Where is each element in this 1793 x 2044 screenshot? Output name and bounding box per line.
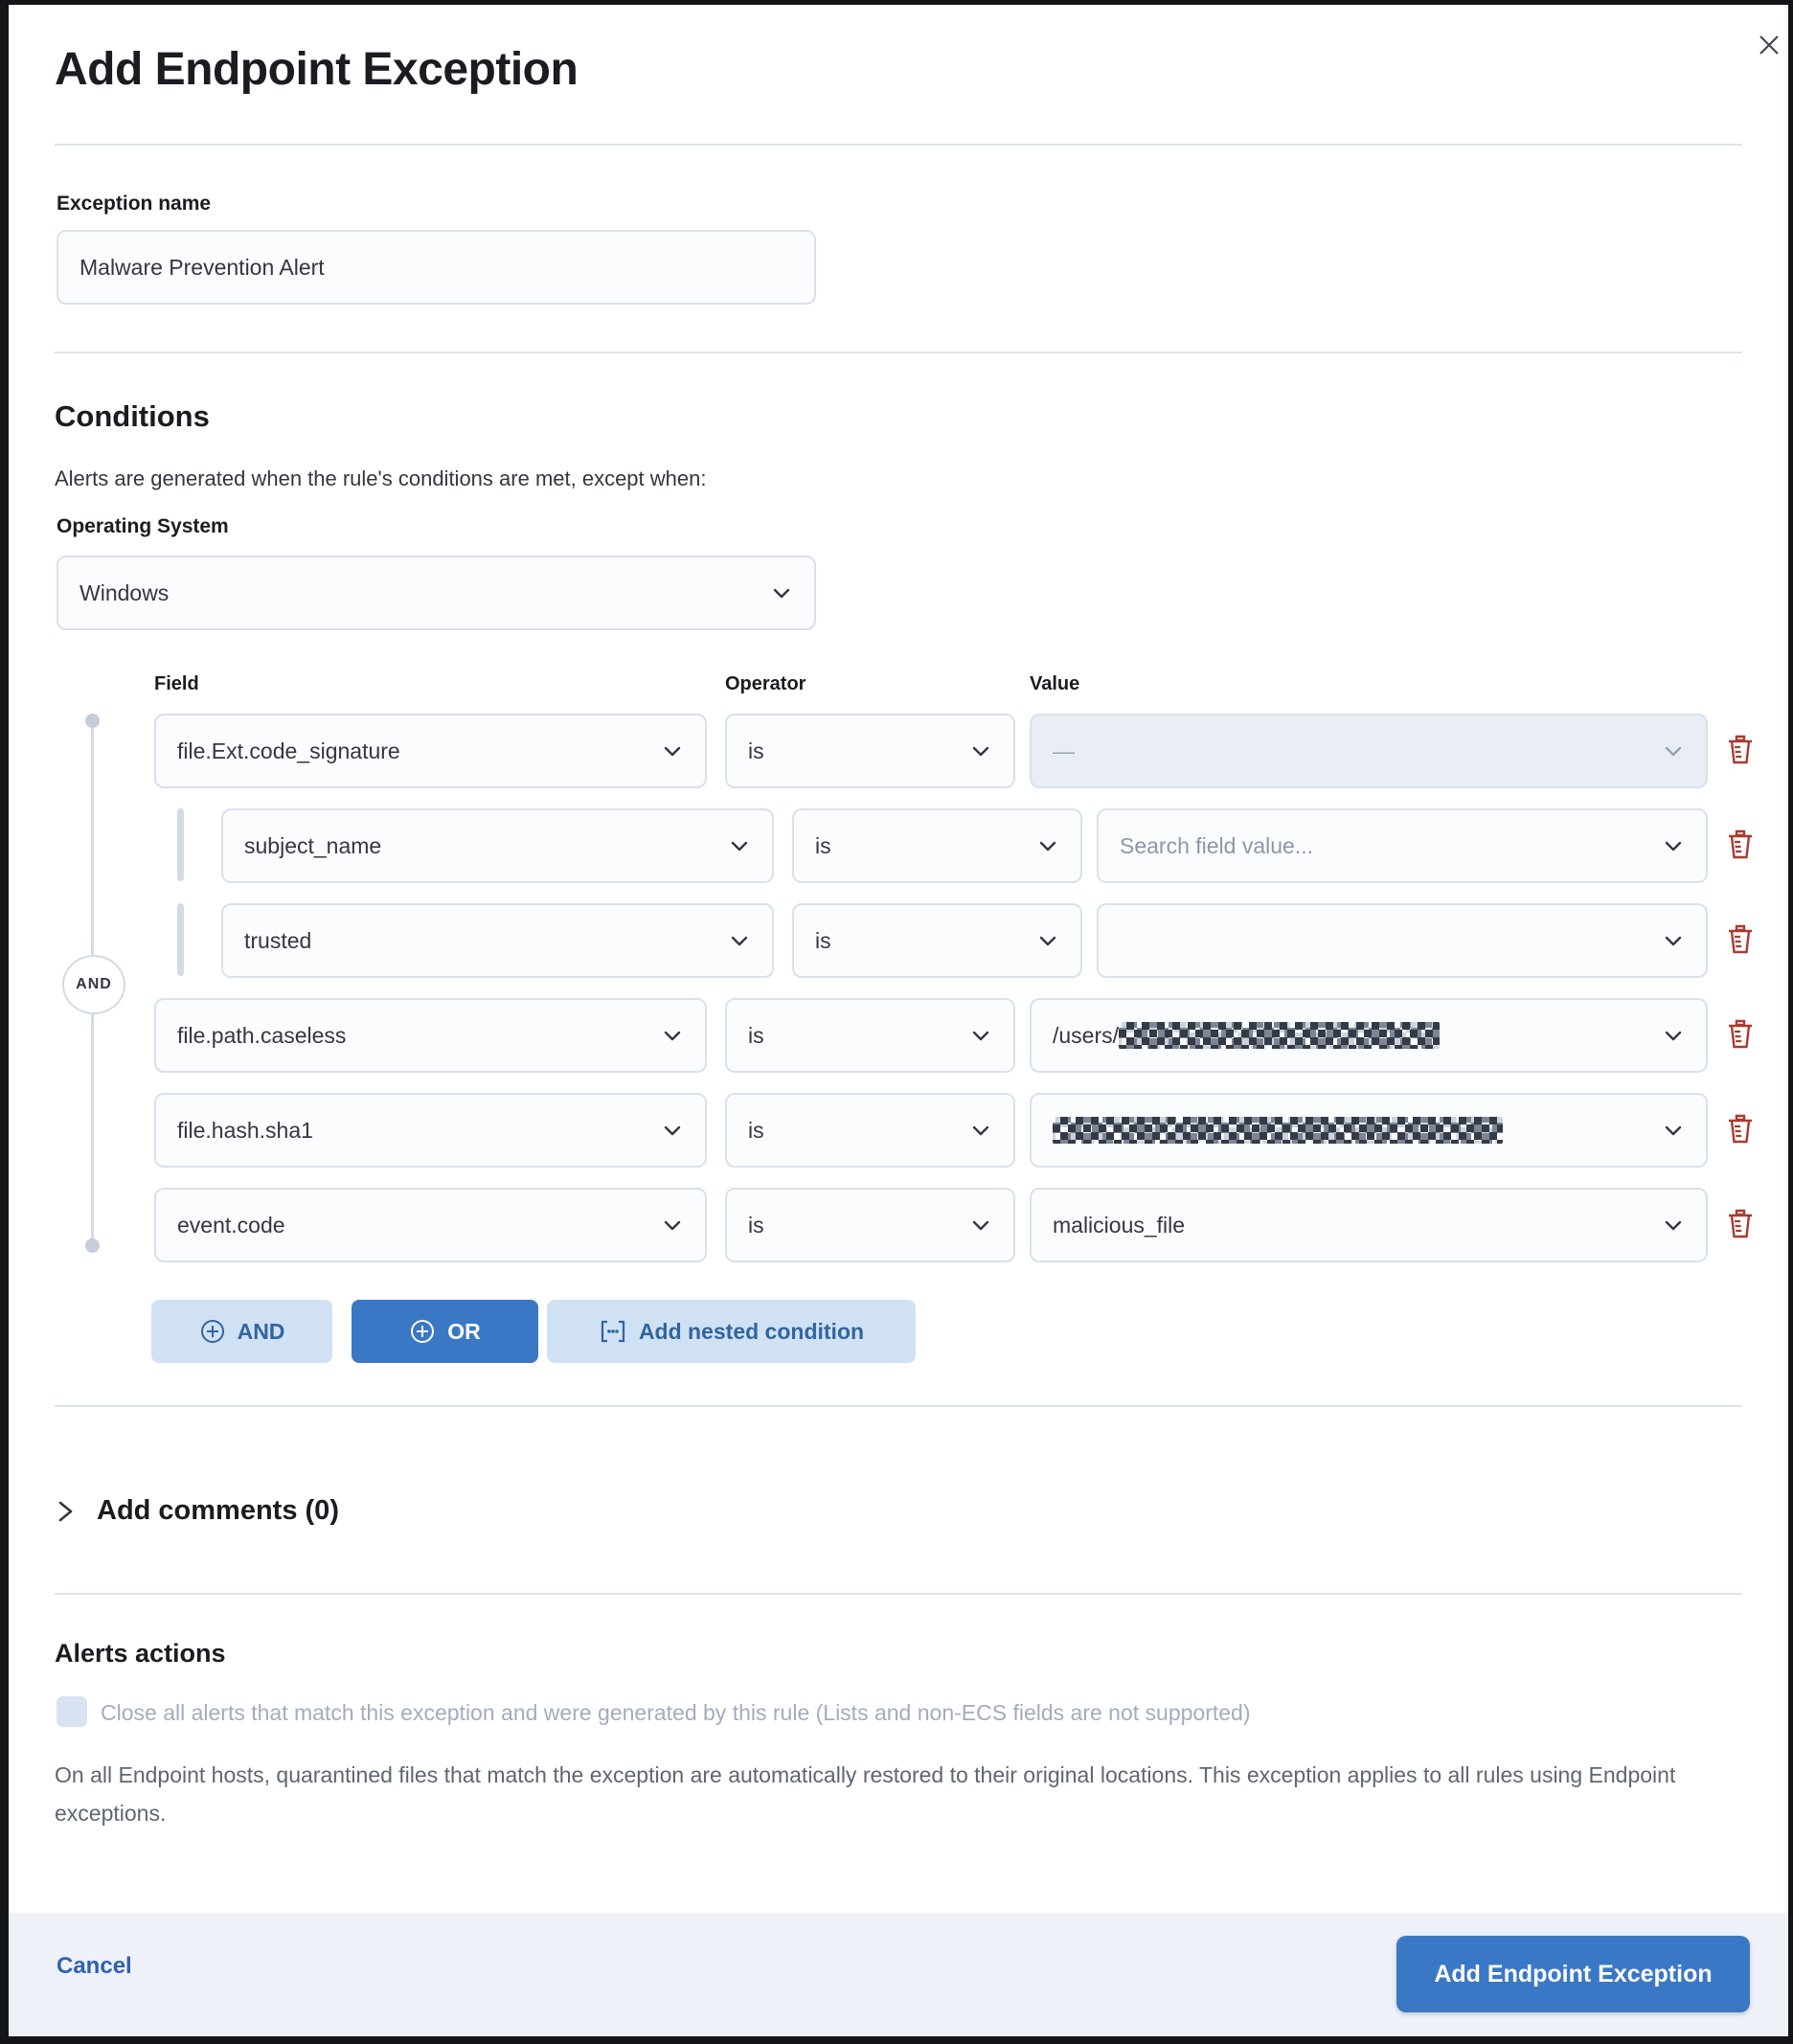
modal-footer xyxy=(9,1913,1788,2036)
nested-indent-bar xyxy=(177,903,184,976)
operator-select-value: is xyxy=(748,738,764,763)
chevron-down-icon xyxy=(770,581,793,604)
close-button[interactable] xyxy=(1748,24,1790,66)
delete-condition-button[interactable] xyxy=(1721,1013,1759,1056)
add-comments-toggle[interactable] xyxy=(55,1495,339,1527)
trash-icon xyxy=(1726,1018,1755,1051)
add-comments-label: Add comments (0) xyxy=(97,1495,339,1526)
delete-condition-button[interactable] xyxy=(1721,1108,1759,1150)
connector-dot-bottom xyxy=(85,1238,100,1253)
conditions-heading: Conditions xyxy=(55,399,210,433)
delete-condition-button[interactable] xyxy=(1721,919,1759,961)
chevron-down-icon xyxy=(1662,1119,1685,1142)
exception-name-label: Exception name xyxy=(57,193,212,215)
value-select-value: malicious_file xyxy=(1053,1212,1186,1238)
close-alerts-checkbox[interactable] xyxy=(57,1696,87,1727)
exception-name-input[interactable] xyxy=(57,230,816,305)
field-select-value: subject_name xyxy=(244,832,382,858)
chevron-down-icon xyxy=(1662,834,1685,857)
operator-select[interactable] xyxy=(725,1093,1015,1168)
connector-dot-top xyxy=(85,714,100,728)
nested-button-label: Add nested condition xyxy=(638,1318,865,1344)
operator-select-value: is xyxy=(815,927,831,953)
value-prefix: /users/ xyxy=(1053,1023,1120,1048)
chevron-down-icon xyxy=(1036,929,1059,952)
field-select[interactable] xyxy=(154,1093,707,1168)
chevron-down-icon xyxy=(661,1119,684,1142)
chevron-down-icon xyxy=(1662,739,1685,762)
operator-select[interactable] xyxy=(725,714,1015,788)
value-select-value: — xyxy=(1053,738,1075,763)
trash-icon xyxy=(1726,923,1755,956)
add-or-button[interactable] xyxy=(352,1300,538,1363)
value-combobox[interactable] xyxy=(1030,1188,1708,1262)
nested-brackets-icon xyxy=(599,1317,627,1346)
chevron-down-icon xyxy=(661,1214,684,1237)
chevron-down-icon xyxy=(728,834,751,857)
field-select[interactable] xyxy=(154,998,707,1073)
chevron-down-icon xyxy=(969,739,992,762)
delete-condition-button[interactable] xyxy=(1721,824,1759,866)
or-button-label: OR xyxy=(447,1318,481,1344)
redacted-text xyxy=(1119,1022,1440,1049)
chevron-down-icon xyxy=(1662,1214,1685,1237)
conditions-description: Alerts are generated when the rule's conditions are met, except when: xyxy=(55,466,707,490)
column-header-operator: Operator xyxy=(725,673,806,694)
alerts-actions-heading: Alerts actions xyxy=(55,1639,226,1668)
value-combobox[interactable] xyxy=(1097,808,1708,883)
alerts-actions-description: On all Endpoint hosts, quarantined files that match the exception are automatically restored to their original locations. This exception applies to all rules using Endpoint exceptions. xyxy=(55,1762,1676,1826)
value-redacted-path xyxy=(1053,1022,1650,1049)
plus-circle-icon xyxy=(409,1318,436,1345)
os-select-value: Windows xyxy=(79,579,170,605)
value-redacted-hash xyxy=(1053,1117,1650,1144)
field-select-value: file.Ext.code_signature xyxy=(177,738,400,763)
exception-name-value: Malware Prevention Alert xyxy=(79,254,325,280)
field-select[interactable] xyxy=(154,1188,707,1262)
plus-circle-icon xyxy=(199,1318,226,1345)
operator-select[interactable] xyxy=(792,808,1082,883)
value-combobox[interactable] xyxy=(1030,1093,1708,1168)
value-placeholder: Search field value... xyxy=(1120,832,1314,858)
chevron-right-icon xyxy=(55,1497,76,1526)
operator-select[interactable] xyxy=(725,1188,1015,1262)
and-connector-badge: AND xyxy=(62,955,125,1014)
column-header-field: Field xyxy=(154,673,199,694)
nested-indent-bar xyxy=(177,808,184,881)
chevron-down-icon xyxy=(1662,929,1685,952)
chevron-down-icon xyxy=(969,1214,992,1237)
value-combobox[interactable] xyxy=(1030,998,1708,1073)
field-select-value: file.hash.sha1 xyxy=(177,1117,313,1143)
chevron-down-icon xyxy=(969,1119,992,1142)
page-title: Add Endpoint Exception xyxy=(55,44,579,95)
os-select[interactable] xyxy=(57,556,816,630)
chevron-down-icon xyxy=(728,929,751,952)
os-label: Operating System xyxy=(57,515,229,537)
field-select-value: trusted xyxy=(244,927,312,953)
value-combobox[interactable] xyxy=(1097,903,1708,978)
delete-condition-button[interactable] xyxy=(1721,1203,1759,1245)
add-and-button[interactable] xyxy=(151,1300,332,1363)
chevron-down-icon xyxy=(661,739,684,762)
trash-icon xyxy=(1726,1113,1755,1146)
header-divider xyxy=(55,144,1742,146)
delete-condition-button[interactable] xyxy=(1721,729,1759,771)
field-select-value: event.code xyxy=(177,1212,285,1238)
operator-select[interactable] xyxy=(792,903,1082,978)
trash-icon xyxy=(1726,1208,1755,1240)
add-nested-condition-button[interactable] xyxy=(547,1300,916,1363)
field-select[interactable] xyxy=(221,903,774,978)
add-endpoint-exception-button[interactable]: Add Endpoint Exception xyxy=(1396,1936,1750,2012)
operator-select-value: is xyxy=(748,1117,764,1143)
field-select-value: file.path.caseless xyxy=(177,1022,347,1048)
operator-select[interactable] xyxy=(725,998,1015,1073)
redacted-text xyxy=(1053,1117,1503,1144)
value-select-disabled xyxy=(1030,714,1708,788)
close-icon xyxy=(1755,31,1783,59)
column-header-value: Value xyxy=(1030,673,1080,694)
operator-select-value: is xyxy=(748,1022,764,1048)
cancel-button[interactable]: Cancel xyxy=(57,1953,132,1979)
field-select[interactable] xyxy=(221,808,774,883)
field-select[interactable] xyxy=(154,714,707,788)
chevron-down-icon xyxy=(1036,834,1059,857)
and-button-label: AND xyxy=(237,1318,285,1344)
chevron-down-icon xyxy=(969,1024,992,1047)
trash-icon xyxy=(1726,829,1755,861)
trash-icon xyxy=(1726,734,1755,766)
operator-select-value: is xyxy=(815,832,831,858)
section-divider-3 xyxy=(55,1593,1742,1595)
section-divider-1 xyxy=(55,352,1742,353)
section-divider-2 xyxy=(55,1405,1742,1407)
operator-select-value: is xyxy=(748,1212,764,1238)
chevron-down-icon xyxy=(661,1024,684,1047)
chevron-down-icon xyxy=(1662,1024,1685,1047)
close-alerts-checkbox-label: Close all alerts that match this exception and were generated by this rule (Lists and non-ECS fields are not supported) xyxy=(101,1700,1251,1725)
